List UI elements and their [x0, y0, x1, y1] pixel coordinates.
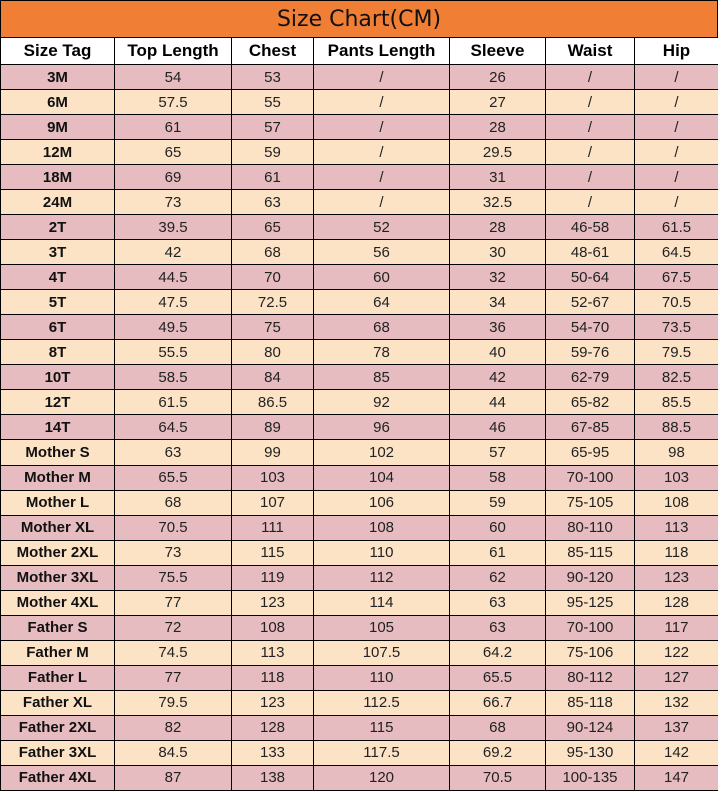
cell-hip: 108 — [635, 490, 718, 515]
cell-chest: 99 — [232, 440, 314, 465]
table-row — [1, 340, 718, 365]
cell-size-tag: 9M — [1, 115, 115, 140]
cell-hip: 122 — [635, 640, 718, 665]
cell-hip: 64.5 — [635, 240, 718, 265]
table-row — [1, 215, 718, 240]
cell-sleeve: 62 — [450, 565, 546, 590]
cell-waist: / — [546, 65, 635, 90]
cell-hip: 103 — [635, 465, 718, 490]
cell-waist: 85-118 — [546, 690, 635, 715]
cell-waist: 67-85 — [546, 415, 635, 440]
cell-top-length: 70.5 — [115, 515, 232, 540]
cell-sleeve: 63 — [450, 590, 546, 615]
cell-waist: 70-100 — [546, 615, 635, 640]
cell-size-tag: Mother S — [1, 440, 115, 465]
cell-waist: 100-135 — [546, 765, 635, 790]
table-row — [1, 315, 718, 340]
header-hip: Hip — [635, 38, 718, 65]
table-row — [1, 615, 718, 640]
cell-chest: 113 — [232, 640, 314, 665]
cell-pants-length: 60 — [314, 265, 450, 290]
cell-top-length: 77 — [115, 590, 232, 615]
header-size-tag: Size Tag — [1, 38, 115, 65]
cell-size-tag: 2T — [1, 215, 115, 240]
cell-hip: / — [635, 140, 718, 165]
cell-top-length: 64.5 — [115, 415, 232, 440]
cell-chest: 107 — [232, 490, 314, 515]
table-row — [1, 740, 718, 765]
cell-top-length: 84.5 — [115, 740, 232, 765]
cell-pants-length: 115 — [314, 715, 450, 740]
cell-top-length: 55.5 — [115, 340, 232, 365]
cell-pants-length: 117.5 — [314, 740, 450, 765]
cell-waist: 65-82 — [546, 390, 635, 415]
cell-hip: 70.5 — [635, 290, 718, 315]
table-row — [1, 515, 718, 540]
cell-sleeve: 26 — [450, 65, 546, 90]
cell-hip: / — [635, 115, 718, 140]
cell-size-tag: 12M — [1, 140, 115, 165]
header-row — [1, 38, 718, 65]
table-row — [1, 365, 718, 390]
cell-size-tag: Father S — [1, 615, 115, 640]
cell-pants-length: 110 — [314, 540, 450, 565]
table-row — [1, 590, 718, 615]
table-row — [1, 765, 718, 790]
cell-sleeve: 27 — [450, 90, 546, 115]
cell-size-tag: 6T — [1, 315, 115, 340]
cell-chest: 89 — [232, 415, 314, 440]
cell-chest: 133 — [232, 740, 314, 765]
cell-size-tag: 5T — [1, 290, 115, 315]
cell-chest: 68 — [232, 240, 314, 265]
cell-pants-length: 85 — [314, 365, 450, 390]
cell-top-length: 82 — [115, 715, 232, 740]
cell-chest: 86.5 — [232, 390, 314, 415]
cell-waist: 75-106 — [546, 640, 635, 665]
cell-sleeve: 61 — [450, 540, 546, 565]
cell-waist: / — [546, 190, 635, 215]
cell-size-tag: Mother 4XL — [1, 590, 115, 615]
cell-top-length: 72 — [115, 615, 232, 640]
cell-top-length: 58.5 — [115, 365, 232, 390]
cell-chest: 115 — [232, 540, 314, 565]
cell-top-length: 54 — [115, 65, 232, 90]
cell-chest: 80 — [232, 340, 314, 365]
cell-hip: 132 — [635, 690, 718, 715]
cell-size-tag: 24M — [1, 190, 115, 215]
table-row — [1, 390, 718, 415]
cell-chest: 63 — [232, 190, 314, 215]
cell-chest: 123 — [232, 690, 314, 715]
table-row — [1, 540, 718, 565]
cell-sleeve: 63 — [450, 615, 546, 640]
cell-chest: 108 — [232, 615, 314, 640]
cell-size-tag: Father 2XL — [1, 715, 115, 740]
cell-waist: 80-112 — [546, 665, 635, 690]
cell-top-length: 44.5 — [115, 265, 232, 290]
header-sleeve: Sleeve — [450, 38, 546, 65]
cell-top-length: 61 — [115, 115, 232, 140]
header-chest: Chest — [232, 38, 314, 65]
cell-chest: 138 — [232, 765, 314, 790]
cell-size-tag: Mother 2XL — [1, 540, 115, 565]
cell-pants-length: 112.5 — [314, 690, 450, 715]
cell-pants-length: / — [314, 115, 450, 140]
cell-waist: 90-120 — [546, 565, 635, 590]
cell-top-length: 87 — [115, 765, 232, 790]
cell-waist: / — [546, 115, 635, 140]
cell-sleeve: 46 — [450, 415, 546, 440]
cell-hip: / — [635, 90, 718, 115]
cell-waist: 90-124 — [546, 715, 635, 740]
cell-waist: 75-105 — [546, 490, 635, 515]
cell-chest: 123 — [232, 590, 314, 615]
cell-hip: 113 — [635, 515, 718, 540]
cell-size-tag: 6M — [1, 90, 115, 115]
cell-waist: 54-70 — [546, 315, 635, 340]
cell-size-tag: 8T — [1, 340, 115, 365]
cell-sleeve: 58 — [450, 465, 546, 490]
cell-top-length: 68 — [115, 490, 232, 515]
table-row — [1, 565, 718, 590]
cell-hip: / — [635, 65, 718, 90]
cell-waist: 70-100 — [546, 465, 635, 490]
table-row — [1, 715, 718, 740]
cell-sleeve: 32.5 — [450, 190, 546, 215]
cell-pants-length: / — [314, 65, 450, 90]
chart-title: Size Chart(CM) — [0, 0, 718, 38]
cell-sleeve: 42 — [450, 365, 546, 390]
cell-sleeve: 34 — [450, 290, 546, 315]
cell-hip: 123 — [635, 565, 718, 590]
cell-hip: 79.5 — [635, 340, 718, 365]
table-row — [1, 65, 718, 90]
cell-chest: 65 — [232, 215, 314, 240]
cell-pants-length: / — [314, 90, 450, 115]
table-row — [1, 165, 718, 190]
cell-size-tag: 3M — [1, 65, 115, 90]
cell-waist: / — [546, 140, 635, 165]
table-row — [1, 90, 718, 115]
cell-size-tag: Father 3XL — [1, 740, 115, 765]
cell-top-length: 65 — [115, 140, 232, 165]
cell-waist: 65-95 — [546, 440, 635, 465]
cell-hip: 73.5 — [635, 315, 718, 340]
header-waist: Waist — [546, 38, 635, 65]
cell-top-length: 69 — [115, 165, 232, 190]
cell-size-tag: 14T — [1, 415, 115, 440]
cell-size-tag: Mother 3XL — [1, 565, 115, 590]
cell-pants-length: 64 — [314, 290, 450, 315]
cell-hip: 117 — [635, 615, 718, 640]
cell-chest: 128 — [232, 715, 314, 740]
cell-waist: 59-76 — [546, 340, 635, 365]
cell-hip: 147 — [635, 765, 718, 790]
cell-sleeve: 28 — [450, 215, 546, 240]
cell-sleeve: 44 — [450, 390, 546, 415]
cell-sleeve: 59 — [450, 490, 546, 515]
cell-pants-length: 68 — [314, 315, 450, 340]
table-row — [1, 465, 718, 490]
cell-size-tag: Father L — [1, 665, 115, 690]
cell-chest: 53 — [232, 65, 314, 90]
table-row — [1, 190, 718, 215]
cell-chest: 118 — [232, 665, 314, 690]
cell-size-tag: Father 4XL — [1, 765, 115, 790]
cell-sleeve: 40 — [450, 340, 546, 365]
cell-top-length: 42 — [115, 240, 232, 265]
cell-sleeve: 29.5 — [450, 140, 546, 165]
cell-sleeve: 66.7 — [450, 690, 546, 715]
table-row — [1, 440, 718, 465]
table-row — [1, 140, 718, 165]
cell-waist: 80-110 — [546, 515, 635, 540]
cell-chest: 59 — [232, 140, 314, 165]
cell-top-length: 57.5 — [115, 90, 232, 115]
cell-pants-length: 112 — [314, 565, 450, 590]
cell-waist: 95-130 — [546, 740, 635, 765]
cell-waist: 48-61 — [546, 240, 635, 265]
cell-chest: 84 — [232, 365, 314, 390]
table-row — [1, 240, 718, 265]
cell-pants-length: 110 — [314, 665, 450, 690]
cell-pants-length: 114 — [314, 590, 450, 615]
cell-size-tag: Mother XL — [1, 515, 115, 540]
cell-sleeve: 36 — [450, 315, 546, 340]
cell-chest: 75 — [232, 315, 314, 340]
table-row — [1, 640, 718, 665]
cell-pants-length: 102 — [314, 440, 450, 465]
cell-waist: 46-58 — [546, 215, 635, 240]
cell-size-tag: 12T — [1, 390, 115, 415]
cell-hip: 98 — [635, 440, 718, 465]
cell-pants-length: 120 — [314, 765, 450, 790]
cell-top-length: 73 — [115, 540, 232, 565]
cell-top-length: 39.5 — [115, 215, 232, 240]
cell-top-length: 79.5 — [115, 690, 232, 715]
header-pants-length: Pants Length — [314, 38, 450, 65]
cell-chest: 61 — [232, 165, 314, 190]
cell-size-tag: Father XL — [1, 690, 115, 715]
cell-sleeve: 60 — [450, 515, 546, 540]
cell-waist: 95-125 — [546, 590, 635, 615]
cell-hip: / — [635, 165, 718, 190]
header-top-length: Top Length — [115, 38, 232, 65]
cell-sleeve: 70.5 — [450, 765, 546, 790]
cell-sleeve: 28 — [450, 115, 546, 140]
cell-pants-length: 106 — [314, 490, 450, 515]
cell-waist: / — [546, 165, 635, 190]
table-row — [1, 690, 718, 715]
table-row — [1, 415, 718, 440]
table-row — [1, 115, 718, 140]
cell-top-length: 63 — [115, 440, 232, 465]
cell-hip: 67.5 — [635, 265, 718, 290]
cell-size-tag: 3T — [1, 240, 115, 265]
cell-chest: 119 — [232, 565, 314, 590]
cell-size-tag: Father M — [1, 640, 115, 665]
cell-size-tag: 4T — [1, 265, 115, 290]
size-table — [0, 37, 718, 791]
cell-top-length: 47.5 — [115, 290, 232, 315]
cell-size-tag: Mother L — [1, 490, 115, 515]
cell-pants-length: 107.5 — [314, 640, 450, 665]
cell-sleeve: 32 — [450, 265, 546, 290]
cell-pants-length: / — [314, 165, 450, 190]
cell-sleeve: 68 — [450, 715, 546, 740]
cell-sleeve: 57 — [450, 440, 546, 465]
cell-pants-length: 78 — [314, 340, 450, 365]
cell-sleeve: 64.2 — [450, 640, 546, 665]
cell-chest: 55 — [232, 90, 314, 115]
cell-waist: 52-67 — [546, 290, 635, 315]
table-row — [1, 290, 718, 315]
cell-sleeve: 69.2 — [450, 740, 546, 765]
cell-hip: 82.5 — [635, 365, 718, 390]
cell-hip: 61.5 — [635, 215, 718, 240]
cell-pants-length: / — [314, 190, 450, 215]
cell-hip: 88.5 — [635, 415, 718, 440]
cell-chest: 72.5 — [232, 290, 314, 315]
cell-pants-length: 104 — [314, 465, 450, 490]
cell-hip: 85.5 — [635, 390, 718, 415]
cell-top-length: 73 — [115, 190, 232, 215]
cell-top-length: 75.5 — [115, 565, 232, 590]
table-row — [1, 490, 718, 515]
cell-pants-length: / — [314, 140, 450, 165]
table-row — [1, 665, 718, 690]
cell-hip: 128 — [635, 590, 718, 615]
cell-size-tag: 10T — [1, 365, 115, 390]
cell-waist: / — [546, 90, 635, 115]
cell-chest: 57 — [232, 115, 314, 140]
cell-top-length: 65.5 — [115, 465, 232, 490]
cell-size-tag: Mother M — [1, 465, 115, 490]
cell-hip: / — [635, 190, 718, 215]
table-row — [1, 265, 718, 290]
cell-pants-length: 52 — [314, 215, 450, 240]
cell-sleeve: 65.5 — [450, 665, 546, 690]
cell-pants-length: 96 — [314, 415, 450, 440]
cell-top-length: 74.5 — [115, 640, 232, 665]
cell-waist: 85-115 — [546, 540, 635, 565]
cell-sleeve: 31 — [450, 165, 546, 190]
cell-hip: 142 — [635, 740, 718, 765]
cell-chest: 111 — [232, 515, 314, 540]
cell-pants-length: 108 — [314, 515, 450, 540]
cell-top-length: 77 — [115, 665, 232, 690]
cell-hip: 118 — [635, 540, 718, 565]
cell-waist: 50-64 — [546, 265, 635, 290]
cell-top-length: 61.5 — [115, 390, 232, 415]
cell-hip: 127 — [635, 665, 718, 690]
cell-size-tag: 18M — [1, 165, 115, 190]
cell-waist: 62-79 — [546, 365, 635, 390]
cell-hip: 137 — [635, 715, 718, 740]
cell-chest: 70 — [232, 265, 314, 290]
cell-pants-length: 56 — [314, 240, 450, 265]
cell-chest: 103 — [232, 465, 314, 490]
cell-pants-length: 105 — [314, 615, 450, 640]
cell-pants-length: 92 — [314, 390, 450, 415]
cell-sleeve: 30 — [450, 240, 546, 265]
cell-top-length: 49.5 — [115, 315, 232, 340]
table-body — [1, 65, 718, 791]
